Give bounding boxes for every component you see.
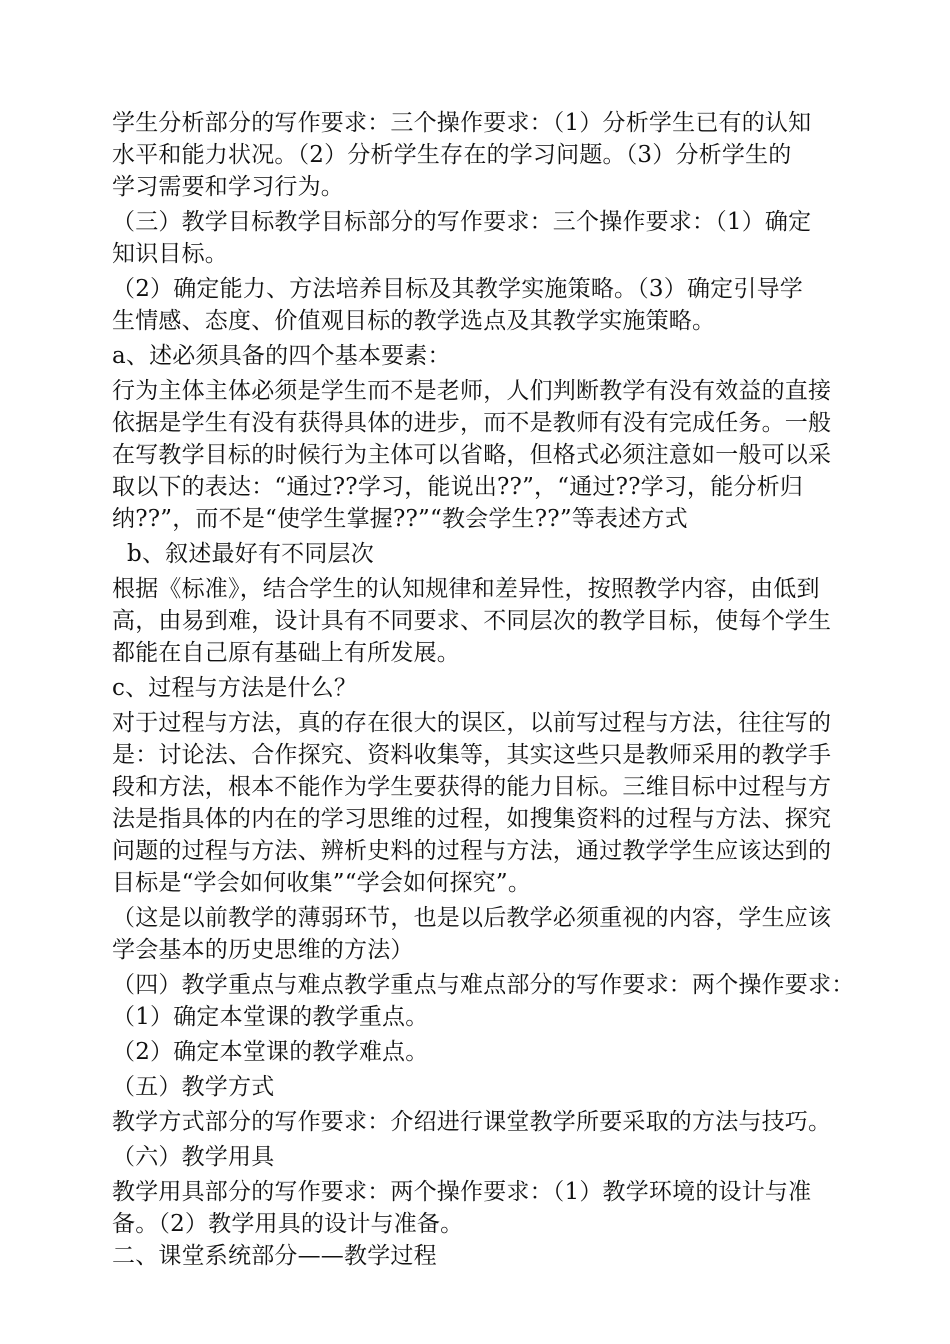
text-line: 备。（2）教学用具的设计与准备。 (112, 1211, 464, 1237)
text-line: 知识目标。 (112, 241, 228, 267)
text-line: 教学用具部分的写作要求：两个操作要求：（1）教学环境的设计与准 (112, 1179, 812, 1205)
text-line: 根据《标准》，结合学生的认知规律和差异性，按照教学内容，由低到 (112, 576, 820, 602)
section-heading: （五）教学方式 (112, 1074, 275, 1100)
text-line: 都能在自己原有基础上有所发展。 (112, 640, 460, 666)
text-line: 教学方式部分的写作要求：介绍进行课堂教学所要采取的方法与技巧。 (112, 1109, 832, 1135)
text-line: 学生分析部分的写作要求：三个操作要求：（1）分析学生已有的认知 (112, 110, 812, 136)
section-heading: （三）教学目标教学目标部分的写作要求：三个操作要求：（1）确定 (112, 209, 812, 235)
text-line: （这是以前教学的薄弱环节，也是以后教学必须重视的内容，学生应该 (112, 905, 832, 931)
section-heading: （四）教学重点与难点教学重点与难点部分的写作要求：两个操作要求： (112, 972, 855, 998)
text-line: 高，由易到难，设计具有不同要求、不同层次的教学目标，使每个学生 (112, 608, 832, 634)
text-line: 取以下的表达：“通过??学习，能说出??”，“通过??学习，能分析归 (112, 474, 804, 500)
text-line: 学会基本的历史思维的方法） (112, 937, 414, 963)
section-heading: （六）教学用具 (112, 1144, 275, 1170)
text-line: 水平和能力状况。（2）分析学生存在的学习问题。（3）分析学生的 (112, 142, 792, 168)
text-line: 学习需要和学习行为。 (112, 174, 344, 200)
text-line: 法是指具体的内在的学习思维的过程，如搜集资料的过程与方法、探究 (112, 806, 832, 832)
text-line: 段和方法，根本不能作为学生要获得的能力目标。三维目标中过程与方 (112, 774, 832, 800)
text-line: 行为主体主体必须是学生而不是老师，人们判断教学有没有效益的直接 (112, 378, 832, 404)
text-line: （2）确定本堂课的教学难点。 (112, 1039, 429, 1065)
text-line: 目标是“学会如何收集”“学会如何探究”。 (112, 870, 532, 896)
text-line: （1）确定本堂课的教学重点。 (112, 1004, 429, 1030)
text-line: 是：讨论法、合作探究、资料收集等，其实这些只是教师采用的教学手 (112, 742, 832, 768)
subheading: b、叙述最好有不同层次 (112, 541, 374, 567)
subheading: a、述必须具备的四个基本要素： (112, 343, 451, 369)
text-line: 生情感、态度、价值观目标的教学选点及其教学实施策略。 (112, 308, 716, 334)
text-line: 纳??”，而不是“使学生掌握??”“教会学生??”等表述方式 (112, 506, 688, 532)
text-line: （2）确定能力、方法培养目标及其教学实施策略。（3）确定引导学 (112, 276, 803, 302)
document-body (112, 107, 872, 1272)
text-line: 对于过程与方法，真的存在很大的误区，以前写过程与方法，往往写的 (112, 710, 832, 736)
text-line: 问题的过程与方法、辨析史料的过程与方法，通过教学学生应该达到的 (112, 838, 832, 864)
text-line: 在写教学目标的时候行为主体可以省略，但格式必须注意如一般可以采 (112, 442, 832, 468)
subheading: c、过程与方法是什么？ (112, 675, 358, 701)
section-heading: 二、课堂系统部分——教学过程 (112, 1243, 437, 1269)
text-line: 依据是学生有没有获得具体的进步，而不是教师有没有完成任务。一般 (112, 410, 832, 436)
